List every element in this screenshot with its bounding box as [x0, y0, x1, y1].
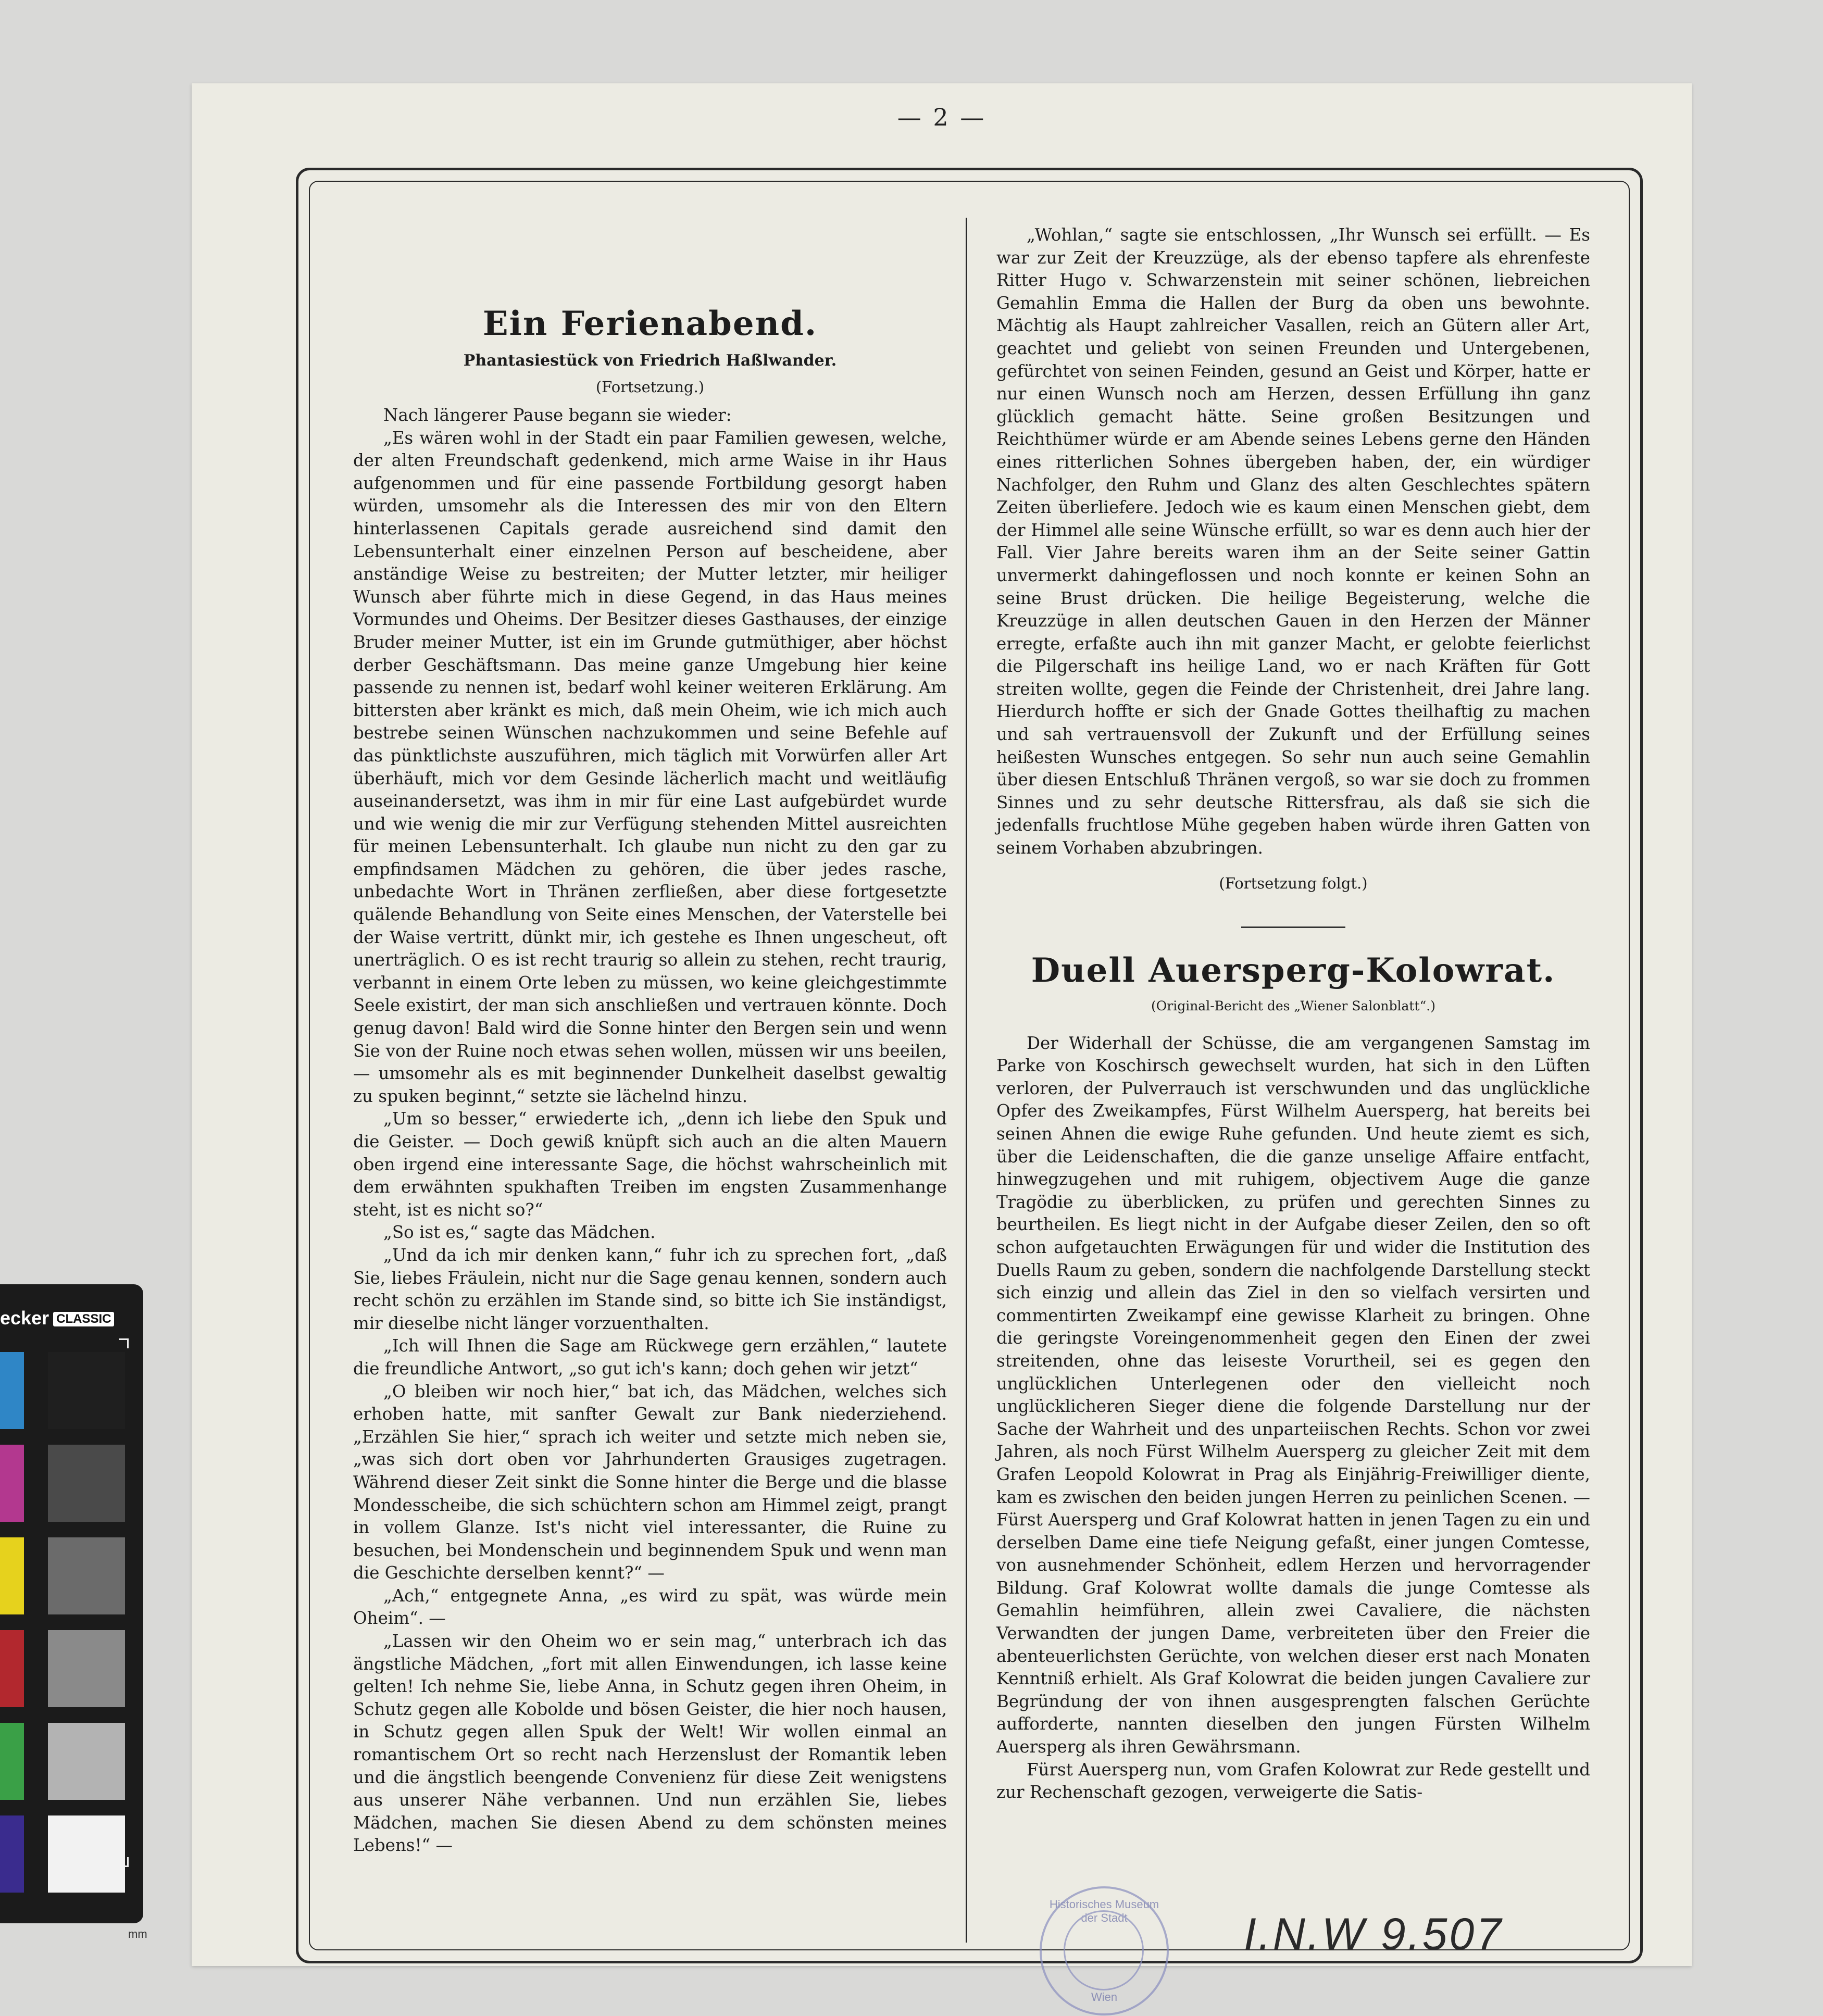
stamp-emblem [1064, 1910, 1144, 1990]
paragraph: Fürst Auersperg nun, vom Grafen Kolowrat zur Rede gestellt und zur Rechenschaft gezogen, verweigerte die Satis- [996, 1759, 1590, 1802]
color-patch [0, 1723, 24, 1800]
article-divider [1241, 926, 1345, 928]
paragraph: „So ist es,“ sagte das Mädchen. [383, 1222, 656, 1243]
museum-stamp [1040, 1886, 1169, 2015]
gray-patch [48, 1815, 125, 1893]
paragraph: Der Widerhall der Schüsse, die am vergangenen Samstag im Parke von Koschirsch gewechselt wurden, hat sich in den Lüften verloren, der Pulverrauch ist verschwunden und das unglückliche Opfer des Zweikampfes, Fürst Wilhelm Auersperg, hat bereits bei seinen Ahnen die ewige Ruhe gefunden. Und heute ziemt es sich, über die Leidenschaften, die die ganze unselige Affaire entfacht, hinwegzugehen und mit ruhigem, objectivem Auge die ganze Tragödie zu überblicken, zu prüfen und gerechten Sinnes zu beurtheilen. Es liegt nicht in der Aufgabe dieser Zeilen, den so oft schon aufgetauchten Erwägungen für und wider die Institution des Duells Raum zu geben, sondern die nachfolgende Darstellung steckt sich einzig und allein das Ziel in den so vielfach versirten und commentirten Zweikampf eine gewisse Klarheit zu bringen. Ohne die geringste Voreingenommenheit gegen den Einen der zwei streitenden, ohne das leiseste Vorurtheil, sei es gegen den unglücklichen Unterlegenen oder den vielleicht noch unglücklicheren Sieger diene die folgende Darstellung nur der Sache der Wahrheit und des unparteiischen Rechts. Schon vor zwei Jahren, als noch Fürst Wilhelm Auersperg zu gleicher Zeit mit dem Grafen Leopold Kolowrat in Prag als Einjährig-Freiwilliger diente, kam es zwischen den beiden jungen Herren zu peinlichen Scenen. — Fürst Auersperg und Graf Kolowrat hatten in jenen Tagen zu ein und derselben Dame eine tiefe Neigung gefaßt, einer jungen Comtesse, von ausnehmender Schönheit, edlem Herzen und hervorragender Bildung. Graf Kolowrat wollte damals die junge Comtesse als Gemahlin heimführen, allein zwei Cavaliere, die nächsten Verwandten der jungen Dame, verbreiteten über den Freier die abenteuerlichsten Gerüchte, von welchen dieser erst nach Monaten Kenntniß erhielt. Als Graf Kolowrat die beiden jungen Cavaliere zur Begründung der von ihnen ausgesprengten falschen Gerüchte aufforderte, nannten dieselben den jungen Fürsten Wilhelm Auersperg als ihren Gewährsmann. [996, 1033, 1590, 1757]
corner-mark [119, 1338, 129, 1348]
color-patch [0, 1630, 24, 1707]
column-divider [966, 218, 967, 1943]
gray-patch [48, 1630, 125, 1707]
article-title: Ein Ferienabend. [482, 304, 818, 343]
color-patch [0, 1352, 24, 1429]
color-patch [0, 1815, 24, 1893]
continuation-note: (Fortsetzung.) [595, 378, 705, 396]
paragraph: „Ich will Ihnen die Sage am Rückwege gern erzählen,“ lautete die freundliche Antwort, „so gut ich's kann; doch gehen wir jetzt“ [353, 1336, 947, 1379]
color-checker-brand: ecker [0, 1307, 49, 1329]
left-column [353, 224, 947, 1857]
inventory-number: I.N.W 9.507 [1244, 1909, 1504, 1959]
paragraph: „Und da ich mir denken kann,“ fuhr ich zu sprechen fort, „daß Sie, liebes Fräulein, nicht nur die Sage genau kennen, sondern auch recht schön zu erzählen im Stande sind, so bitte ich Sie inständigst, mir dieselbe nicht länger vorzuenthalten. [353, 1245, 947, 1333]
right-column [996, 224, 1590, 1804]
color-patch [0, 1537, 24, 1614]
stamp-bottom-text: Wien [1091, 1990, 1118, 2004]
paragraph: „Lassen wir den Oheim wo er sein mag,“ unterbrach ich das ängstliche Mädchen, „fort mit allen Einwendungen, ich lasse keine gelten! Ich nehme Sie, liebe Anna, in Schutz gegen ihren Oheim, in Schutz gegen alle Kobolde und bösen Geister, die hier noch hausen, in Schutz gegen allen Spuk der Welt! Wir wollen einmal an romantischem Ort so recht nach Herzenslust der Romantik leben und die ängstlich beengende Convenienz für diese Zeit wenigstens aus unserer Nähe verbannen. Und nun erzählen Sie, liebes Mädchen, machen Sie diesen Abend zu dem schönsten meines Lebens!“ — [353, 1631, 947, 1856]
paragraph: „Wohlan,“ sagte sie entschlossen, „Ihr Wunsch sei erfüllt. — Es war zur Zeit der Kreuzzüge, als der ebenso tapfere als ehrenfeste Ritter Hugo v. Schwarzenstein mit seiner schönen, liebreichen Gemahlin Emma die Hallen der Burg da oben uns bewohnte. Mächtig als Haupt zahlreicher Vasallen, reich an Gütern aller Art, geachtet und geliebt von seinen Freunden und Untergebenen, gefürchtet von seinen Feinden, gesund an Geist und Körper, hatte er nur einen Wunsch noch am Herzen, dessen Erfüllung ihn ganz glücklich gemacht hätte. Seine großen Besitzungen und Reichthümer würde er am Abende seines Lebens gerne den Händen eines ritterlichen Sohnes übergeben haben, der, ein würdiger Nachfolger, den Ruhm und Glanz des alten Geschlechtes spätern Zeiten überliefere. Jedoch wie es kaum einen Menschen giebt, dem der Himmel alle seine Wünsche erfüllt, so war es denn auch hier der Fall. Vier Jahre bereits waren ihm an der Seite seiner Gattin unvermerkt dahingeflossen und noch konnte er keinen Sohn an seine Brust drücken. Die heilige Begeisterung, welche die Kreuzzüge in allen deutschen Gauen in den Herzen der Männer erregte, erfaßte auch ihn mit ganzer Macht, er gelobte feierlichst die Pilgerschaft ins heilige Land, wo er nach Kräften für Gott streiten wollte, gegen die Feinde der Christenheit, drei Jahre lang. Hierdurch hoffte er sich der Gnade Gottes theilhaftig zu machen und sah vertrauensvoll der Zukunft und der Erfüllung seines heißesten Wunsches entgegen. So sehr nun auch seine Gemahlin über diesen Entschluß Thränen vergoß, so war sie doch zu frommen Sinnes und zu sehr deutsche Rittersfrau, als daß sie sich die jedenfalls fruchtlose Mühe gegeben haben würde ihren Gatten von seinem Vorhaben abzubringen. [996, 225, 1590, 858]
to-be-continued-note: (Fortsetzung folgt.) [1219, 874, 1368, 892]
paragraph: „Um so besser,“ erwiederte ich, „denn ich liebe den Spuk und die Geister. — Doch gewiß knüpft sich auch an die alten Mauern oben irgend eine interessante Sage, die höchst wahrscheinlich mit dem erwähnten spukhaften Treiben im engsten Zusammenhange steht, ist es nicht so?“ [353, 1109, 947, 1220]
gray-patch [48, 1445, 125, 1522]
color-checker-label [0, 1307, 125, 1330]
article-byline: Phantasiestück von Friedrich Haßlwander. [463, 352, 837, 370]
mm-scale-label: mm [128, 1927, 147, 1940]
color-patch [0, 1445, 24, 1522]
gray-patch [48, 1352, 125, 1429]
color-checker-badge: CLASSIC [53, 1312, 114, 1326]
gray-patch [48, 1537, 125, 1614]
page-number: — 2 — [897, 103, 987, 131]
paragraph: Nach längerer Pause begann sie wieder: [383, 405, 732, 425]
gray-patch [48, 1723, 125, 1800]
paragraph: „Ach,“ entgegnete Anna, „es wird zu spät, was würde mein Oheim“. — [353, 1585, 947, 1629]
stamp-top-text: Historisches Museum der Stadt [1049, 1898, 1159, 1924]
newspaper-page [192, 83, 1692, 2004]
paragraph: „Es wären wohl in der Stadt ein paar Familien gewesen, welche, der alten Freundschaft gedenkend, mich arme Waise in ihr Haus aufgenommen und für eine passende Fortbildung gesorgt haben würden, umsomehr als die Interessen des mir von den Eltern hinterlassenen Capitals gerade ausreichend sind damit den Lebensunterhalt einer einzelnen Person auf bescheidene, aber anständige Weise zu bestreiten; der Mutter letzter, mir heiliger Wunsch aber führte mich in diese Gegend, in das Haus meines Vormundes und Oheims. Der Besitzer dieses Gasthauses, der einzige Bruder meiner Mutter, ist ein im Grunde gutmüthiger, aber höchst derber Geschäftsmann. Das meine ganze Umgebung hier keine passende zu nennen ist, bedarf wohl keiner weiteren Erklärung. Am bittersten aber kränkt es mich, daß mein Oheim, wie ich mich auch bestrebe seinen Wünschen nachzukommen und seine Befehle auf das pünktlichste auszuführen, mich täglich mit Vorwürfen aller Art überhäuft, mich vor dem Gesinde lächerlich macht und weitläufig auseinandersetzt, was ihm in mir für eine Last aufgebürdet wurde und wie wenig die mir zur Verfügung stehenden Mittel ausreichten für meinen Lebensunterhalt. Ich glaube nun nicht zu den gar zu empfindsamen Mädchen zu gehören, die über jedes rasche, unbedachte Wort in Thränen zerfließen, aber diese fortgesetzte quälende Behandlung von Seite eines Menschen, der Vaterstelle bei der Waise vertritt, dünkt mir, ich gestehe es Ihnen ungescheut, oft unerträglich. O es ist recht traurig so allein zu stehen, recht traurig, verbannt in einem Orte leben zu müssen, wo keine gleichgestimmte Seele existirt, der man sich anschließen und vertrauen könnte. Doch genug davon! Bald wird die Sonne hinter den Bergen sein und wenn Sie von der Ruine noch etwas sehen wollen, müssen wir uns beeilen, — umsomehr als es mit beginnender Dunkelheit daselbst gewaltig zu spuken beginnt,“ setzte sie lächelnd hinzu. [353, 428, 947, 1106]
paragraph: „O bleiben wir noch hier,“ bat ich, das Mädchen, welches sich erhoben hatte, mit sanfter Gewalt zur Bank niederziehend. „Erzählen Sie hier,“ sprach ich weiter und setzte mich neben sie, „was sich dort oben vor Jahrhunderten Grausiges zugetragen. Während dieser Zeit sinkt die Sonne hinter die Berge und die blasse Mondesscheibe, die sich schüchtern schon am Himmel zeigt, prangt in vollem Glanze. Ist's nicht viel interessanter, die Ruine zu besuchen, bei Mondenschein und beginnendem Spuk und wenn man die Geschichte derselben kennt?“ — [353, 1381, 947, 1583]
article-subtitle: (Original-Bericht des „Wiener Salonblatt“.) [1151, 998, 1435, 1013]
article-title: Duell Auersperg-Kolowrat. [1031, 950, 1556, 990]
color-checker-card [0, 1284, 147, 1940]
